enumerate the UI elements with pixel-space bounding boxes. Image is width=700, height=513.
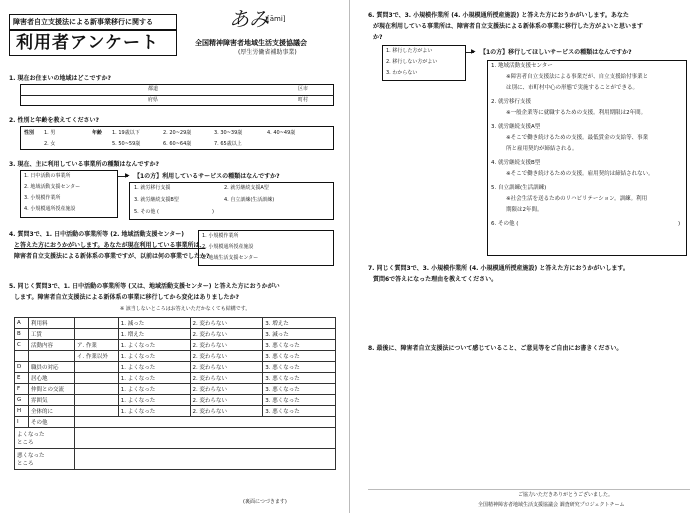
q3-question: 3. 現在、主に利用している事業所の種類はなんですか? <box>9 161 160 168</box>
q2-age-label: 年齢 <box>92 130 103 136</box>
q5-worse-label-1: 悪くなった <box>17 453 45 459</box>
q3-option-2[interactable]: 3. 小規模作業所 <box>24 195 61 201</box>
q6-line2: が現在利用している事業所は、障害者自立支援法による新体系の事業に移行した方がよいと思います <box>373 23 644 30</box>
q5-row-code: H <box>15 406 29 417</box>
q5-row-code: E <box>15 373 29 384</box>
q5-other-label: その他 <box>28 417 74 428</box>
q5-row-opt-1[interactable]: 1. よくなった <box>118 384 190 395</box>
q3-service-1[interactable]: 2. 就労継続支援A型 <box>224 185 269 191</box>
table-row <box>15 329 336 340</box>
q6-service-4[interactable]: 5. 自立訓練(生活訓練) <box>491 185 547 191</box>
q4-line3: 障害者自立支援法による新体系の事業ですが、以前は何の事業でしたか? <box>14 253 210 260</box>
q5-row-label: 利用料 <box>28 318 74 329</box>
q5-table <box>14 317 336 470</box>
arrow-icon: ▶ <box>471 48 476 55</box>
org-sub: (厚生労働省補助事業) <box>238 49 297 56</box>
q5-worse-label-2: ところ <box>17 461 34 467</box>
q3-option-0[interactable]: 1. 日中活動の事業所 <box>24 173 71 179</box>
q5-row-code: F <box>15 384 29 395</box>
arrow-icon: ▶ <box>125 172 130 179</box>
q5-better-label-1: よくなった <box>17 432 45 438</box>
q5-row-label: 活動内容 <box>28 340 74 351</box>
q5-other-code: I <box>15 417 29 428</box>
q5-row-sub <box>74 318 118 329</box>
q5-row-sub <box>74 362 118 373</box>
q5-row-label <box>28 351 74 362</box>
q5-row-sub: ア. 作業 <box>74 340 118 351</box>
table-row <box>15 384 336 395</box>
q5-row-label: 工賃 <box>28 329 74 340</box>
divider <box>20 95 334 96</box>
q6-service-1[interactable]: 2. 就労移行支援 <box>491 99 531 105</box>
q5-row-code <box>15 351 29 362</box>
q6-line3: か? <box>373 34 383 41</box>
q2-age-0[interactable]: 1. 19歳以下 <box>112 130 140 136</box>
q5-row-label: 仲間との交流 <box>28 384 74 395</box>
q3-service-close: ) <box>212 209 214 215</box>
q5-row-opt-3[interactable]: 3. 悪くなった <box>263 362 336 373</box>
q5-row-sub: イ. 作業以外 <box>74 351 118 362</box>
q5-row-code: G <box>15 395 29 406</box>
q5-row-code: B <box>15 329 29 340</box>
q4-option-0[interactable]: 1. 小規模作業所 <box>202 233 239 239</box>
page-title: 利用者アンケート <box>16 33 159 53</box>
q5-better-field[interactable] <box>74 428 335 449</box>
q6-service-note: ※社会生活を送るためのリハビリテーション。訓練。利用 <box>506 196 648 202</box>
q2-age-6[interactable]: 7. 65歳以上 <box>214 141 242 147</box>
q1-prefecture: 都道 <box>148 86 159 92</box>
q6-service-3[interactable]: 4. 就労継続支援B型 <box>491 160 541 166</box>
q3-service-3[interactable]: 4. 自立訓練(生活訓練) <box>224 197 275 203</box>
q3-service-4[interactable]: 5. その他 ( <box>134 209 159 215</box>
table-row <box>15 318 336 329</box>
q6-service-note: は別に、市町村中心の形態で実施することができる。 <box>506 85 639 91</box>
q5-line1: 5. 同じく質問3で、1. 日中活動の事業所等 (又は、地域活動支援センター) と答えた方におうかがい <box>9 283 280 290</box>
q4-line2: と答えた方におうかがいします。あなたが現在利用している事業所は、 <box>14 242 206 249</box>
q5-row-label: 職員の対応 <box>28 362 74 373</box>
q5-row-opt-2[interactable]: 2. 変わらない <box>190 384 263 395</box>
q4-line1: 4. 質問3で、1. 日中活動の事業所等 (2. 地域活動支援センター) <box>9 231 185 238</box>
q5-row-opt-2[interactable]: 2. 変わらない <box>190 351 263 362</box>
q5-row-opt-3[interactable]: 3. 減った <box>263 329 336 340</box>
table-row <box>15 351 336 362</box>
q5-row-opt-3[interactable]: 3. 悪くなった <box>263 340 336 351</box>
q6-service-note: ※そこで働き続けるための支援。最低賃金の支給等、事業 <box>506 135 649 141</box>
q6-option-0[interactable]: 1. 移行した方がよい <box>386 48 433 54</box>
q5-row-sub <box>74 384 118 395</box>
org-name: 全国精神障害者地域生活支援協議会 <box>195 39 307 47</box>
logo: あみ <box>229 7 269 31</box>
q2-sex-male[interactable]: 1. 男 <box>44 130 56 136</box>
q5-row-code: A <box>15 318 29 329</box>
q7-line1: 7. 同じく質問3で、3. 小規模作業所 (4. 小規模通所授産施設) と答えた方におうかがいします。 <box>368 265 629 272</box>
q5-row-opt-1[interactable]: 1. よくなった <box>118 373 190 384</box>
q5-row-opt-3[interactable]: 3. 悪くなった <box>263 373 336 384</box>
q2-age-4[interactable]: 5. 50~59歳 <box>112 141 141 147</box>
q5-row-sub <box>74 329 118 340</box>
footer-thanks: ご協力いただきありがとうございました。 <box>518 492 614 498</box>
q5-row-opt-3[interactable]: 3. 増えた <box>263 318 336 329</box>
q2-sex-female[interactable]: 2. 女 <box>44 141 56 147</box>
q5-row-opt-2[interactable]: 2. 変わらない <box>190 362 263 373</box>
q5-row-code: D <box>15 362 29 373</box>
q5-row-opt-3[interactable]: 3. 悪くなった <box>263 395 336 406</box>
q5-row-label: 雰囲気 <box>28 395 74 406</box>
q5-row-opt-1[interactable]: 1. 減った <box>118 318 190 329</box>
q6-option-1[interactable]: 2. 移行しない方がよい <box>386 59 438 65</box>
q6-services-close: ) <box>678 221 681 227</box>
q2-age-5[interactable]: 6. 60~64歳 <box>163 141 192 147</box>
q5-other-field[interactable] <box>74 417 335 428</box>
q7-line2: 質問6で答えになった理由を教えてください。 <box>373 276 498 283</box>
q4-option-2[interactable]: 3. 地域生活支援センター <box>202 255 259 261</box>
table-row <box>15 395 336 406</box>
q5-worse-field[interactable] <box>74 449 335 470</box>
q6-option-2[interactable]: 3. わからない <box>386 70 418 76</box>
q6-service-note: ※一般企業等に就職するための支援。利用期限は2年間。 <box>506 110 647 116</box>
law-caption: 障害者自立支援法による新事業移行に関する <box>13 18 153 26</box>
table-row <box>15 428 336 449</box>
q5-row-opt-1[interactable]: 1. よくなった <box>118 340 190 351</box>
q6-service-note: ※障害者自立支援法による事業だが、自立支援給付事業と <box>506 74 649 80</box>
q6-line1: 6. 質問3で、3. 小規模作業所 (4. 小規模通所授産施設) と答えた方におうかがいします。あなた <box>368 12 629 19</box>
table-row <box>15 417 336 428</box>
table-row <box>15 362 336 373</box>
q5-row-sub <box>74 406 118 417</box>
q5-row-opt-2[interactable]: 2. 変わらない <box>190 318 263 329</box>
q5-row-opt-1[interactable]: 1. よくなった <box>118 362 190 373</box>
q6-service-5[interactable]: 6. その他 ( <box>491 221 519 227</box>
q1-prefecture2: 府県 <box>148 97 159 103</box>
q6-arrow-text: 【1の方】移行してほしいサービスの種類はなんですか? <box>480 49 632 56</box>
q5-better-label-2: ところ <box>17 440 34 446</box>
footer-rule <box>368 489 690 490</box>
footer-org: 全国精神障害者地域生活支援協議会 調査研究プロジェクトチーム <box>478 502 625 508</box>
q6-service-note: 所と雇用契約が締結される。 <box>506 146 578 152</box>
q5-row-opt-1[interactable]: 1. 増えた <box>118 329 190 340</box>
q5-row-opt-2[interactable]: 2. 変わらない <box>190 373 263 384</box>
q3-service-2[interactable]: 3. 就労継続支援B型 <box>134 197 179 203</box>
q6-service-note: 期限は2年間。 <box>506 207 543 213</box>
q5-row-code: C <box>15 340 29 351</box>
q5-row-opt-3[interactable]: 3. 悪くなった <box>263 384 336 395</box>
q5-row-opt-3[interactable]: 3. 悪くなった <box>263 406 336 417</box>
q5-row-opt-1[interactable]: 1. よくなった <box>118 351 190 362</box>
q5-row-sub <box>74 373 118 384</box>
q3-arrow-text: 【1の方】利用しているサービスの種類はなんですか? <box>134 173 280 180</box>
logo-reading: [āmi] <box>267 15 286 23</box>
q4-option-1[interactable]: 2. 小規模通所授産施設 <box>202 244 254 250</box>
q5-row-opt-3[interactable]: 3. 悪くなった <box>263 351 336 362</box>
q5-row-opt-2[interactable]: 2. 変わらない <box>190 406 263 417</box>
q2-sex-label: 性別 <box>24 130 35 136</box>
footer-left: (裏面につづきます) <box>243 499 287 505</box>
q2-question: 2. 性別と年齢を教えてください? <box>9 117 100 124</box>
q5-row-label: 居心地 <box>28 373 74 384</box>
table-row <box>15 340 336 351</box>
q5-note: ※ 該当しないところはお答えいただかなくても結構です。 <box>120 306 251 312</box>
q1-question: 1. 現在お住まいの地域はどこですか? <box>9 75 112 82</box>
q5-row-opt-2[interactable]: 2. 変わらない <box>190 395 263 406</box>
q2-age-2[interactable]: 3. 30~39歳 <box>214 130 243 136</box>
q3-option-1[interactable]: 2. 地域活動支援センター <box>24 184 81 190</box>
q6-service-2[interactable]: 3. 就労継続支援A型 <box>491 124 541 130</box>
q5-line2: します。障害者自立支援法による新体系の事業に移行してから変化はありましたか? <box>14 294 240 301</box>
q6-service-0[interactable]: 1. 地域活動支援センター <box>491 63 553 69</box>
q3-option-3[interactable]: 4. 小規模通所授産施設 <box>24 206 76 212</box>
q3-service-0[interactable]: 1. 就労移行支援 <box>134 185 171 191</box>
q8-line1: 8. 最後に、障害者自立支援法について感じていること、ご意見等をご自由にお書きください。 <box>368 345 623 352</box>
q5-row-sub <box>74 395 118 406</box>
q5-row-opt-1[interactable]: 1. よくなった <box>118 406 190 417</box>
table-row <box>15 406 336 417</box>
q5-row-opt-2[interactable]: 2. 変わらない <box>190 340 263 351</box>
q5-row-opt-2[interactable]: 2. 変わらない <box>190 329 263 340</box>
q5-row-opt-1[interactable]: 1. よくなった <box>118 395 190 406</box>
q6-service-note: ※そこで働き続けるための支援。雇用契約は締結されない。 <box>506 171 654 177</box>
table-row <box>15 449 336 470</box>
q1-ward: 区市 <box>298 86 309 92</box>
q5-row-label: 全体的に <box>28 406 74 417</box>
q5-worse-label <box>15 449 75 470</box>
q1-town: 町村 <box>298 97 309 103</box>
q2-age-3[interactable]: 4. 40~49歳 <box>267 130 296 136</box>
page-divider <box>349 0 350 513</box>
table-row <box>15 373 336 384</box>
q2-age-1[interactable]: 2. 20~29歳 <box>163 130 192 136</box>
q5-better-label <box>15 428 75 449</box>
